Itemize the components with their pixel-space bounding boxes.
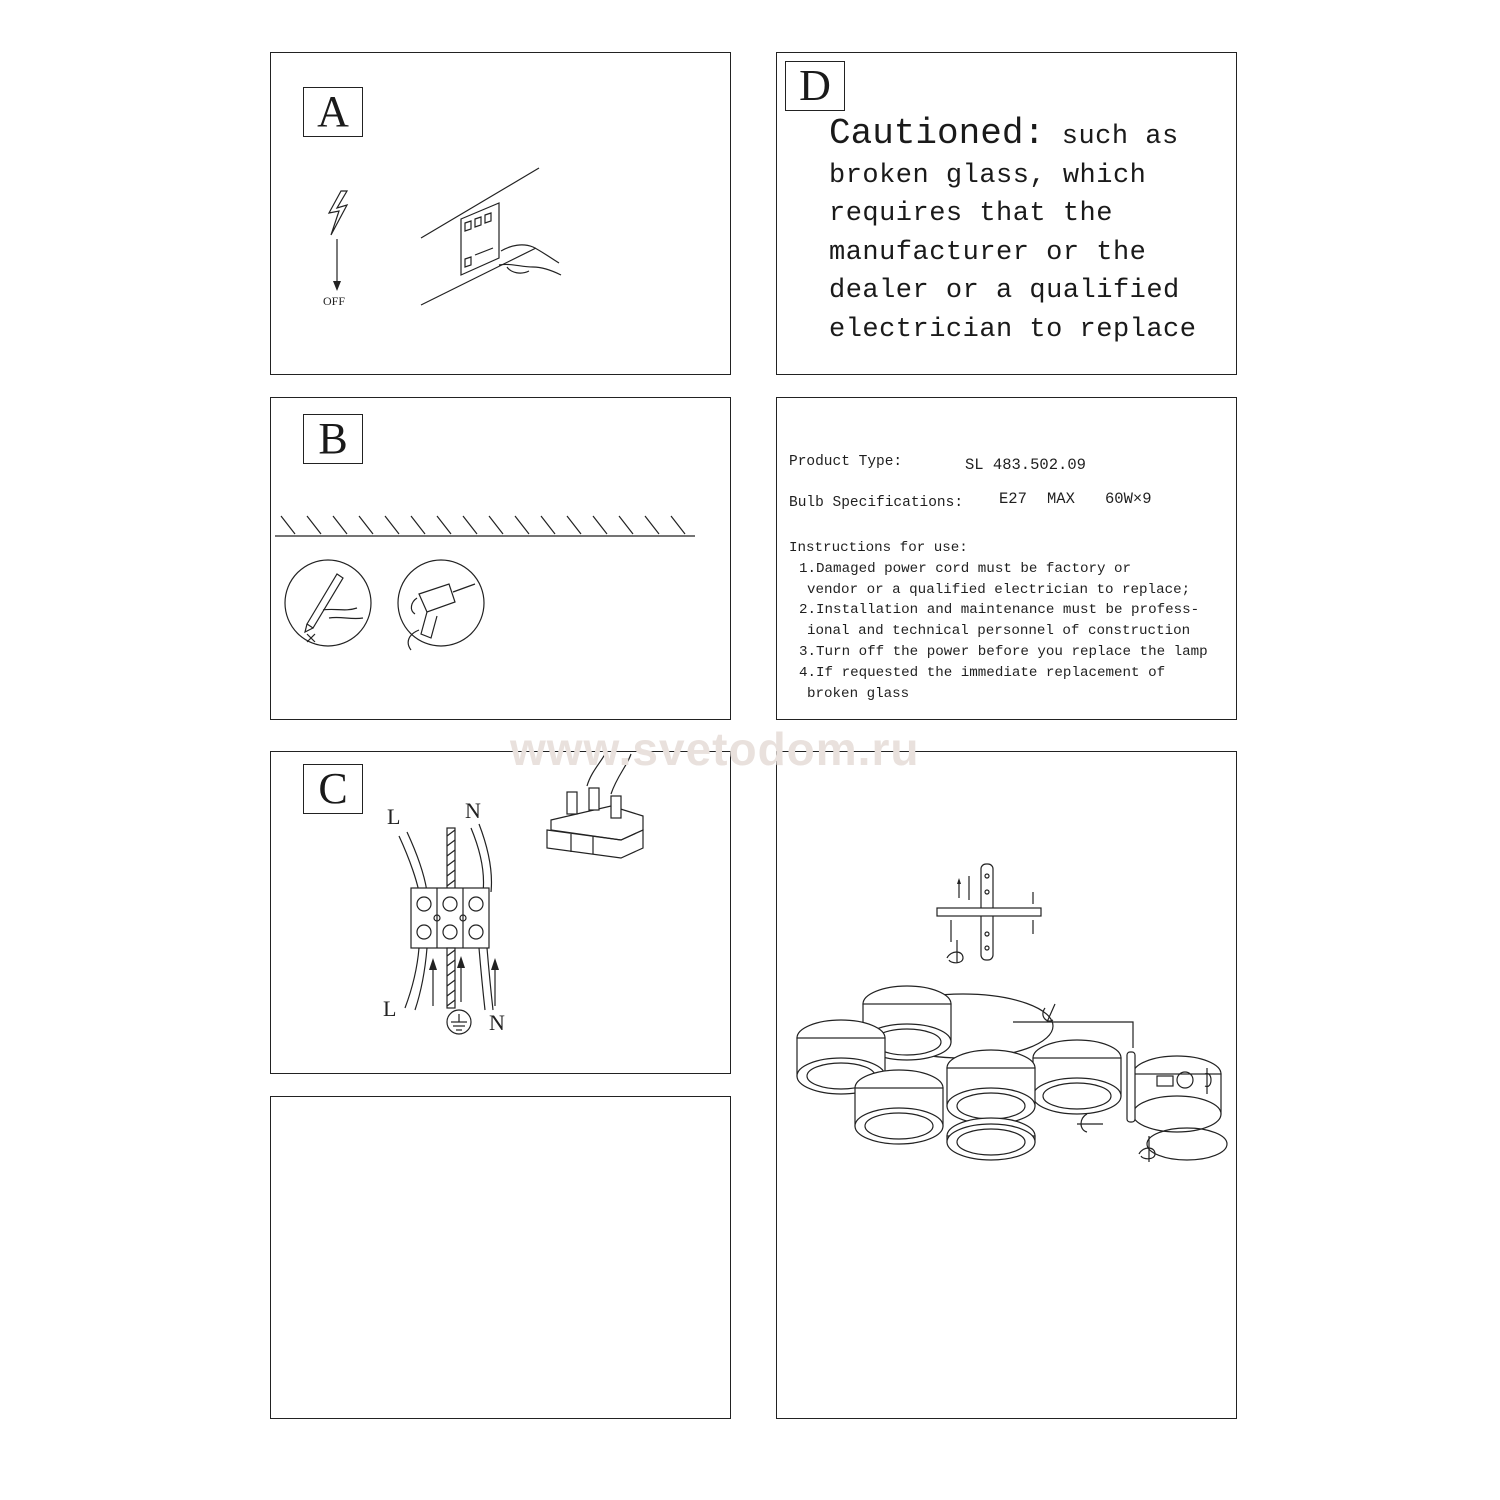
- caution-line-5: dealer or a qualified: [829, 276, 1180, 306]
- ceiling-hatch-icon: [275, 516, 695, 536]
- caution-line-4: manufacturer or the: [829, 237, 1147, 268]
- instruction-line: 4.If requested the immediate replacement of: [799, 664, 1166, 681]
- bulb-spec-label: Bulb Specifications:: [789, 495, 964, 511]
- caution-heading: Cautioned:: [829, 113, 1046, 154]
- instruction-line: 1.Damaged power cord must be factory or: [799, 560, 1132, 577]
- step-letter-b: B: [303, 414, 363, 464]
- mounting-bracket-icon: [937, 864, 1041, 963]
- label-n-top: N: [465, 798, 481, 823]
- arrow-down-icon: [333, 239, 341, 291]
- drill-icon: [398, 560, 484, 650]
- panel-a-power-off: [270, 52, 731, 375]
- assembly-illustration: [777, 752, 1238, 1420]
- wires-bottom-icon: [405, 948, 493, 1010]
- label-n-bottom: N: [489, 1010, 505, 1035]
- instructions-title: Instructions for use:: [789, 540, 968, 556]
- caution-line-2: broken glass, which: [829, 160, 1147, 191]
- ceiling-drilling-illustration: [271, 398, 732, 721]
- panel-assembly: [776, 751, 1237, 1419]
- caution-line-3: requires that the: [829, 199, 1113, 229]
- bulb-max: MAX: [1047, 490, 1075, 508]
- ground-icon: [447, 1010, 471, 1034]
- caution-text: [829, 115, 1229, 349]
- label-l-top: L: [387, 804, 401, 829]
- panel-specifications: [776, 397, 1237, 720]
- panel-d-caution: [776, 52, 1237, 375]
- panel-blank: [270, 1096, 731, 1419]
- off-label: OFF: [323, 294, 346, 308]
- instructions-list: [789, 538, 1208, 704]
- wires-icon: [399, 824, 492, 892]
- step-letter-a: A: [303, 87, 363, 137]
- terminal-block-icon: [411, 888, 489, 948]
- panel-b-drilling: [270, 397, 731, 720]
- wall-with-switch-icon: [421, 168, 561, 305]
- watermark: www.svetodom.ru: [510, 723, 920, 775]
- bulb-power: 60W×9: [1105, 490, 1152, 508]
- instruction-line: ional and technical personnel of construction: [807, 623, 1191, 640]
- panel-c-wiring: [270, 751, 731, 1074]
- product-type-value: SL 483.502.09: [965, 456, 1086, 474]
- label-l-bottom: L: [383, 996, 397, 1021]
- lightning-icon: [329, 191, 347, 235]
- instruction-line: 3.Turn off the power before you replace the lamp: [799, 643, 1208, 660]
- instruction-line: broken glass: [807, 685, 910, 702]
- pencil-mark-icon: [285, 560, 371, 646]
- caution-line-1: such as: [1045, 122, 1179, 152]
- ceiling-lamp-icon: [797, 986, 1121, 1160]
- instruction-line: 2.Installation and maintenance must be profess-: [799, 602, 1200, 619]
- instruction-line: vendor or a qualified electrician to replace;: [807, 581, 1191, 598]
- bulb-base: E27: [999, 490, 1027, 508]
- power-off-illustration: [271, 53, 732, 376]
- step-letter-c: C: [303, 764, 363, 814]
- step-letter-d: D: [785, 61, 845, 111]
- wiring-diagram: [271, 752, 732, 1075]
- caution-line-6: electrician to replace: [829, 314, 1197, 345]
- product-type-label: Product Type:: [789, 454, 903, 470]
